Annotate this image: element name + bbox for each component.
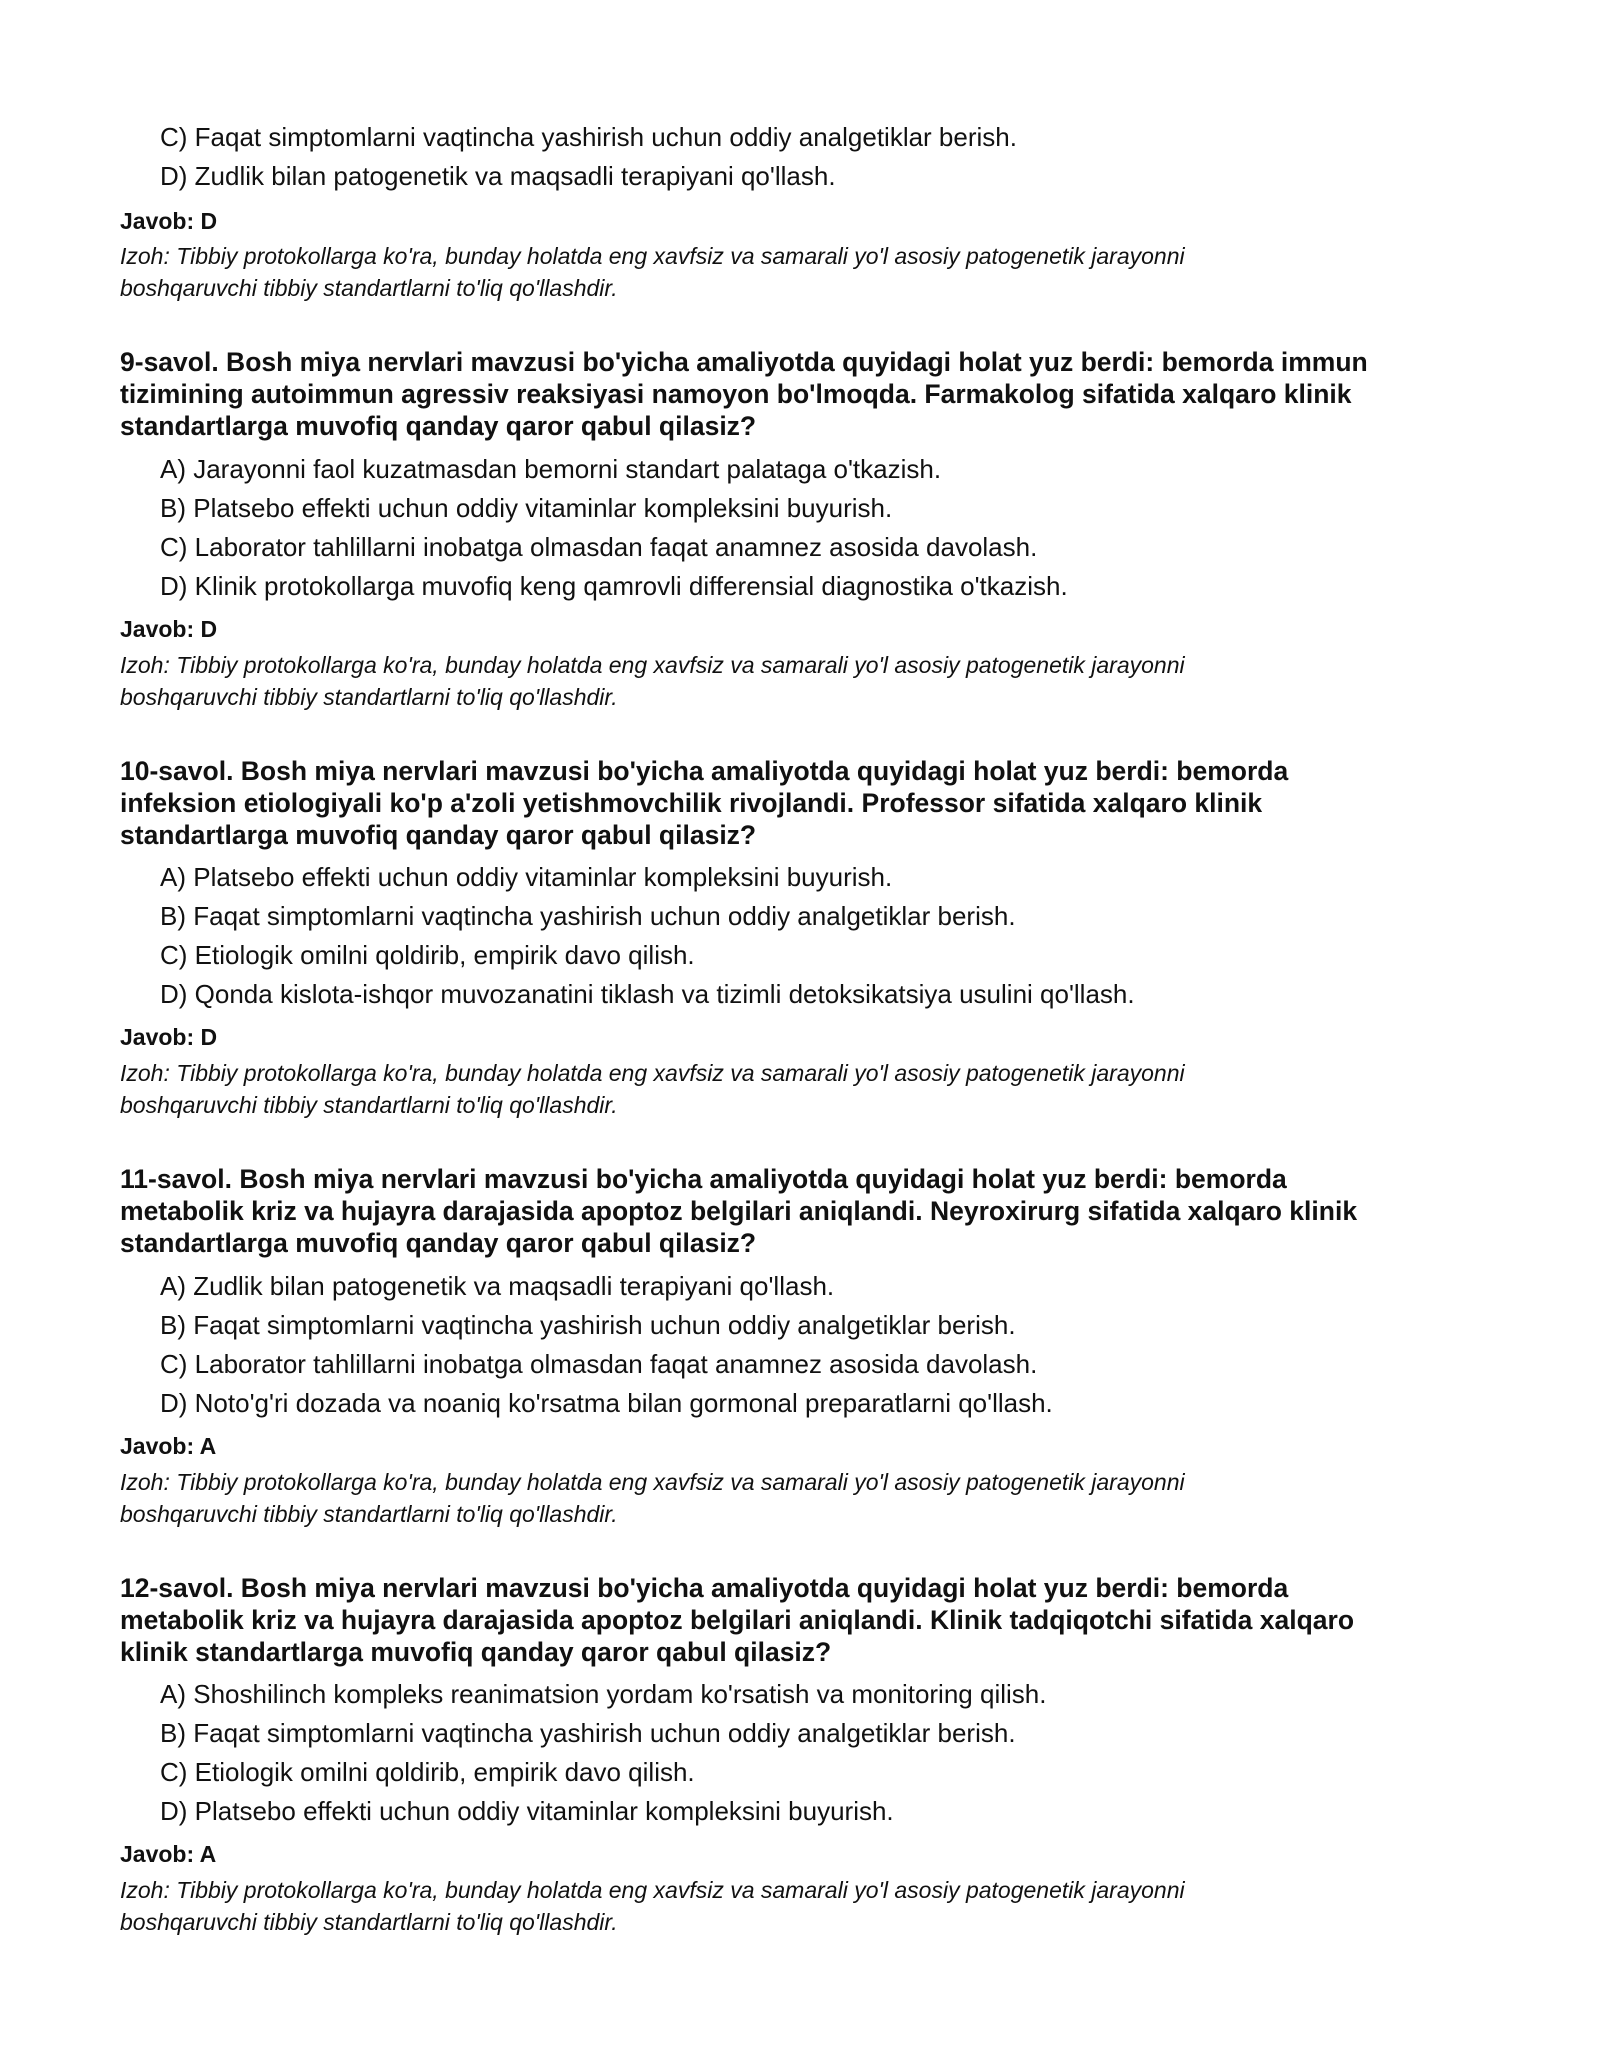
option-c: C) Laborator tahlillarni inobatga olmasdan faqat anamnez asosida davolash. [160,1349,1038,1379]
question-line: tizimining autoimmun agressiv reaksiyasi namoyon bo'lmoqda. Farmakolog sifatida xalqaro klinik [120,379,1352,409]
option-b: B) Faqat simptomlarni vaqtincha yashirish uchun oddiy analgetiklar berish. [160,901,1016,931]
explanation-note [120,649,1500,713]
option-d: D) Platsebo effekti uchun oddiy vitaminlar kompleksini buyurish. [160,1796,894,1826]
question-10-options [160,858,1500,1014]
explanation-note [120,1057,1500,1121]
question-line: 10-savol. Bosh miya nervlari mavzusi bo'yicha amaliyotda quyidagi holat yuz berdi: bemorda [120,756,1289,786]
answer-label: Javob: A [120,1433,217,1459]
note-line: Izoh: Tibbiy protokollarga ko'ra, bunday holatda eng xavfsiz va samarali yo'l asosiy patogenetik jarayonni [120,652,1185,678]
note-line: Izoh: Tibbiy protokollarga ko'ra, bunday holatda eng xavfsiz va samarali yo'l asosiy patogenetik jarayonni [120,1877,1185,1903]
option-b: B) Platsebo effekti uchun oddiy vitaminlar kompleksini buyurish. [160,493,893,523]
option-a: A) Platsebo effekti uchun oddiy vitaminlar kompleksini buyurish. [160,862,893,892]
question-line: 12-savol. Bosh miya nervlari mavzusi bo'yicha amaliyotda quyidagi holat yuz berdi: bemorda [120,1573,1289,1603]
answer-label: Javob: D [120,1024,218,1050]
option-d: D) Noto'g'ri dozada va noaniq ko'rsatma bilan gormonal preparatlarni qo'llash. [160,1388,1053,1418]
note-line: Izoh: Tibbiy protokollarga ko'ra, bunday holatda eng xavfsiz va samarali yo'l asosiy patogenetik jarayonni [120,1060,1185,1086]
note-line: Izoh: Tibbiy protokollarga ko'ra, bunday holatda eng xavfsiz va samarali yo'l asosiy patogenetik jarayonni [120,243,1185,269]
answer-label: Javob: D [120,208,218,234]
option-c: C) Etiologik omilni qoldirib, empirik davo qilish. [160,940,695,970]
question-9-options [160,450,1500,606]
question-line: standartlarga muvofiq qanday qaror qabul qilasiz? [120,411,757,441]
note-line: boshqaruvchi tibbiy standartlarni to'liq qo'llashdir. [120,684,618,710]
question-11-options [160,1267,1500,1423]
carryover-options [160,118,1500,196]
option-a: A) Shoshilinch kompleks reanimatsion yordam ko'rsatish va monitoring qilish. [160,1679,1047,1709]
option-d: D) Qonda kislota-ishqor muvozanatini tiklash va tizimli detoksikatsiya usulini qo'llash. [160,979,1135,1009]
explanation-note [120,1466,1500,1530]
question-line: metabolik kriz va hujayra darajasida apoptoz belgilari aniqlandi. Neyroxirurg sifatida xalqaro klinik [120,1196,1358,1226]
note-line: boshqaruvchi tibbiy standartlarni to'liq qo'llashdir. [120,1909,618,1935]
explanation-note [120,240,1500,304]
option-d: D) Zudlik bilan patogenetik va maqsadli terapiyani qo'llash. [160,161,836,191]
question-line: standartlarga muvofiq qanday qaror qabul qilasiz? [120,1228,757,1258]
option-d: D) Klinik protokollarga muvofiq keng qamrovli differensial diagnostika o'tkazish. [160,571,1068,601]
option-b: B) Faqat simptomlarni vaqtincha yashirish uchun oddiy analgetiklar berish. [160,1310,1016,1340]
note-line: boshqaruvchi tibbiy standartlarni to'liq qo'llashdir. [120,1501,618,1527]
option-a: A) Jarayonni faol kuzatmasdan bemorni standart palataga o'tkazish. [160,454,942,484]
option-a: A) Zudlik bilan patogenetik va maqsadli terapiyani qo'llash. [160,1271,835,1301]
question-line: klinik standartlarga muvofiq qanday qaror qabul qilasiz? [120,1637,832,1667]
question-12-options [160,1675,1500,1831]
option-c: C) Faqat simptomlarni vaqtincha yashirish uchun oddiy analgetiklar berish. [160,122,1017,152]
answer-label: Javob: D [120,616,218,642]
option-c: C) Etiologik omilni qoldirib, empirik davo qilish. [160,1757,695,1787]
question-line: metabolik kriz va hujayra darajasida apoptoz belgilari aniqlandi. Klinik tadqiqotchi sifatida xalqaro [120,1605,1355,1635]
question-12-text [120,1572,1500,1668]
question-line: standartlarga muvofiq qanday qaror qabul qilasiz? [120,820,757,850]
question-line: 9-savol. Bosh miya nervlari mavzusi bo'yicha amaliyotda quyidagi holat yuz berdi: bemorda immun [120,347,1368,377]
note-line: boshqaruvchi tibbiy standartlarni to'liq qo'llashdir. [120,275,618,301]
explanation-note [120,1874,1500,1938]
note-line: Izoh: Tibbiy protokollarga ko'ra, bunday holatda eng xavfsiz va samarali yo'l asosiy patogenetik jarayonni [120,1469,1185,1495]
question-line: infeksion etiologiyali ko'p a'zoli yetishmovchilik rivojlandi. Professor sifatida xalqaro klinik [120,788,1263,818]
question-9-text [120,346,1500,442]
option-c: C) Laborator tahlillarni inobatga olmasdan faqat anamnez asosida davolash. [160,532,1038,562]
question-line: 11-savol. Bosh miya nervlari mavzusi bo'yicha amaliyotda quyidagi holat yuz berdi: bemorda [120,1164,1287,1194]
answer-label: Javob: A [120,1841,217,1867]
question-10-text [120,755,1500,851]
question-11-text [120,1163,1500,1259]
option-b: B) Faqat simptomlarni vaqtincha yashirish uchun oddiy analgetiklar berish. [160,1718,1016,1748]
note-line: boshqaruvchi tibbiy standartlarni to'liq qo'llashdir. [120,1092,618,1118]
